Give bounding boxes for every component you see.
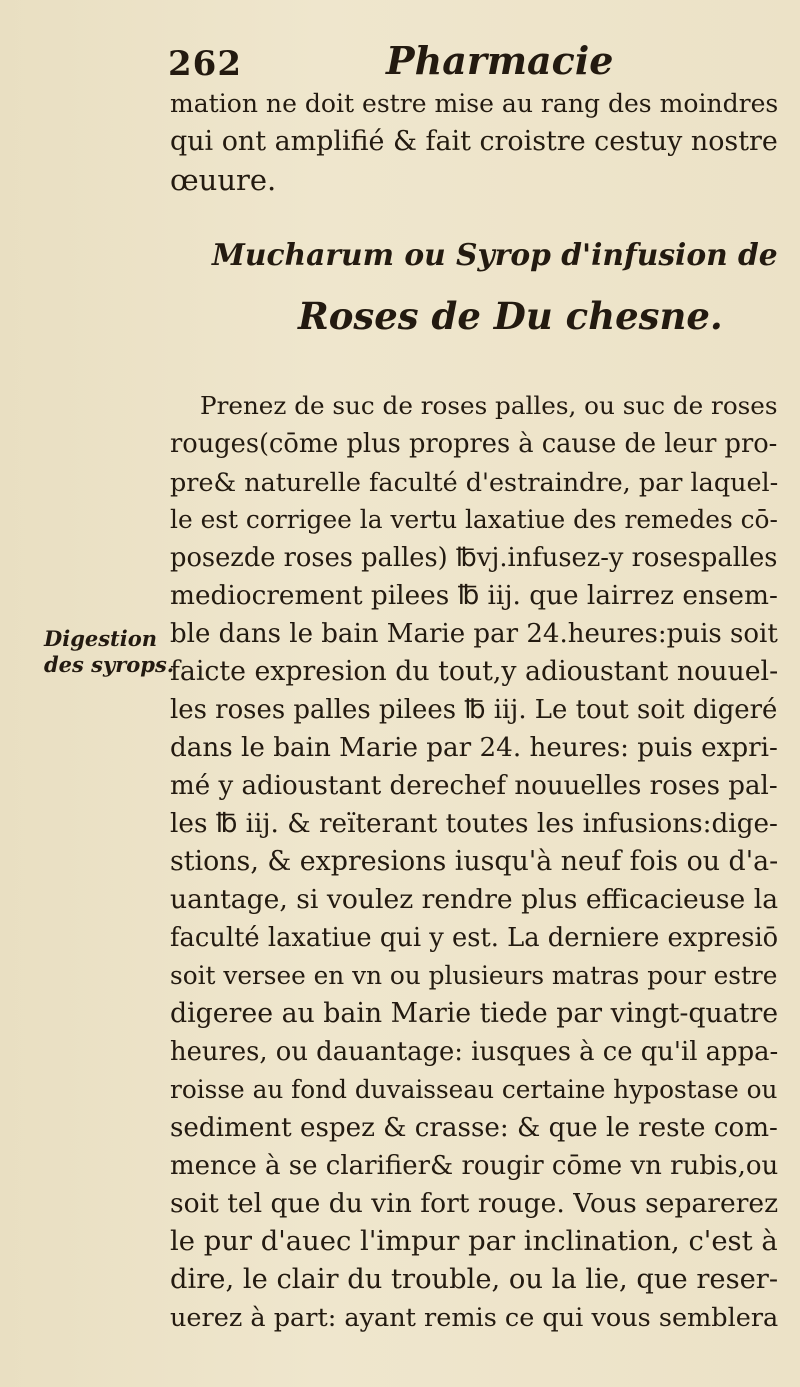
margin-note-line: Digestion	[44, 626, 158, 651]
body-line: les ℔ iij. & reïterant toutes les infusions:dige-	[170, 809, 778, 839]
recipe-title-line: Mucharum ou Syrop d'infusion de	[212, 238, 778, 273]
body-line: mé y adioustant derechef nouuelles roses pal-	[170, 771, 778, 801]
body-line: uantage, si voulez rendre plus efficacieuse la	[170, 884, 779, 915]
body-line: dire, le clair du trouble, ou la lie, que reser-	[170, 1264, 779, 1295]
body-line: faicte expresion du tout,y adioustant nouuel-	[170, 656, 779, 687]
body-line: ble dans le bain Marie par 24.heures:puis soit	[170, 619, 778, 649]
body-line: dans le bain Marie par 24. heures: puis expri-	[170, 733, 778, 763]
opening-line: qui ont amplifié & fait croistre cestuy nostre	[170, 126, 778, 157]
body-line: soit tel que du vin fort rouge. Vous separerez	[170, 1188, 779, 1219]
running-head: Pharmacie	[386, 38, 614, 83]
page-number: 262	[168, 44, 242, 84]
opening-line: œuure.	[170, 163, 277, 197]
body-line: le est corrigee la vertu laxatiue des remedes cō-	[170, 505, 778, 534]
body-line: stions, & expresions iusqu'à neuf fois ou d'a-	[170, 846, 779, 877]
body-line: mediocrement pilees ℔ iij. que lairrez ensem-	[170, 581, 778, 611]
body-line: faculté laxatiue qui y est. La derniere expresiō	[170, 923, 779, 953]
margin-note-line: des syrops.	[44, 652, 175, 677]
recipe-title-line: Roses de Du chesne.	[298, 294, 723, 338]
body-line: soit versee en vn ou plusieurs matras pour estre	[170, 961, 778, 990]
body-line: Prenez de suc de roses palles, ou suc de roses	[200, 391, 778, 420]
body-line: posezde roses palles) ℔vj.infusez-y rosespalles	[170, 543, 778, 573]
body-line: mence à se clarifier& rougir cōme vn rubis,ou	[170, 1151, 779, 1181]
body-line: rouges(cōme plus propres à cause de leur pro-	[170, 429, 778, 459]
body-line: uerez à part: ayant remis ce qui vous semblera	[170, 1303, 779, 1333]
body-line: pre& naturelle faculté d'estraindre, par laquel-	[170, 467, 779, 497]
body-line: le pur d'auec l'impur par inclination, c'est à	[170, 1226, 778, 1257]
body-line: roisse au fond duvaisseau certaine hypostase ou	[170, 1075, 778, 1104]
page-header	[168, 38, 768, 88]
body-line: sediment espez & crasse: & que le reste com-	[170, 1113, 778, 1143]
body-line: heures, ou dauantage: iusques à ce qu'il appa-	[170, 1037, 779, 1067]
opening-line: mation ne doit estre mise au rang des moindres	[170, 89, 779, 118]
body-line: digeree au bain Marie tiede par vingt-quatre	[170, 998, 779, 1029]
body-line: les roses palles pilees ℔ iij. Le tout soit digeré	[170, 695, 778, 725]
